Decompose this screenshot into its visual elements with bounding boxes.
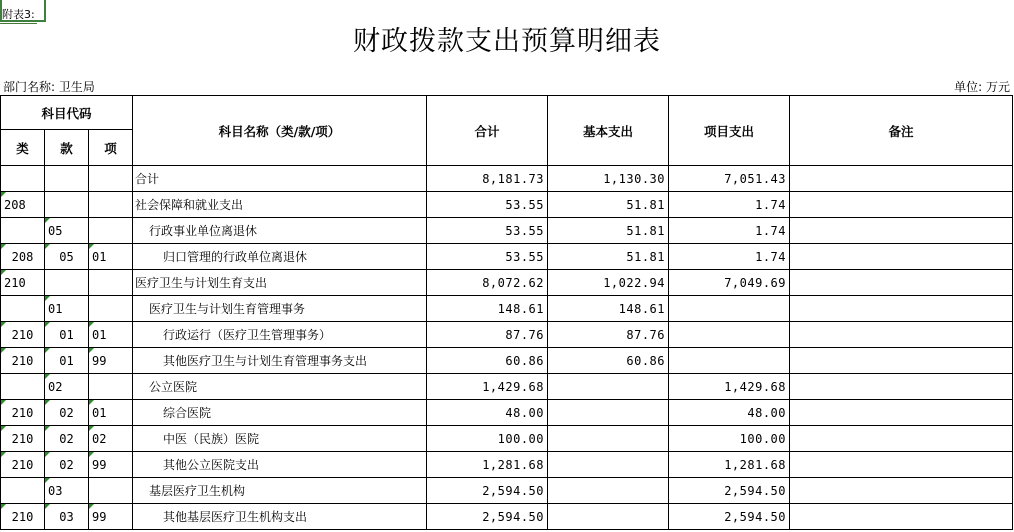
cell-remark[interactable] (790, 504, 1013, 530)
cell-remark[interactable] (790, 322, 1013, 348)
cell-remark[interactable] (790, 374, 1013, 400)
page-title[interactable]: 财政拨款支出预算明细表 (353, 26, 661, 57)
cell-project[interactable]: 2,594.50 (669, 478, 790, 504)
cell-lei[interactable] (1, 296, 45, 322)
cell-lei[interactable]: 208 (1, 244, 45, 270)
cell-kuan[interactable]: 03 (45, 478, 89, 504)
cell-project[interactable]: 2,594.50 (669, 504, 790, 530)
cell-lei[interactable]: 210 (1, 452, 45, 478)
cell-remark[interactable] (790, 166, 1013, 192)
table-row (1, 192, 1013, 218)
cell-basic[interactable]: 51.81 (548, 244, 669, 270)
cell-basic[interactable]: 51.81 (548, 218, 669, 244)
cell-subject-name[interactable]: 基层医疗卫生机构 (133, 478, 427, 504)
cell-kuan[interactable]: 01 (45, 296, 89, 322)
cell-lei[interactable]: 210 (1, 322, 45, 348)
cell-project[interactable]: 100.00 (669, 426, 790, 452)
cell-basic[interactable]: 60.86 (548, 348, 669, 374)
cell-project[interactable]: 1,281.68 (669, 452, 790, 478)
cell-total[interactable]: 148.61 (427, 296, 548, 322)
cell-total[interactable]: 60.86 (427, 348, 548, 374)
cell-xiang[interactable] (89, 166, 133, 192)
header-kuan[interactable]: 款 (45, 130, 89, 166)
table-row (1, 426, 1013, 452)
cell-lei[interactable]: 208 (1, 192, 45, 218)
table-row (1, 348, 1013, 374)
cell-lei[interactable] (1, 218, 45, 244)
cell-kuan[interactable]: 02 (45, 374, 89, 400)
cell-subject-name[interactable]: 中医（民族）医院 (133, 426, 427, 452)
cell-subject-name[interactable]: 归口管理的行政单位离退休 (133, 244, 427, 270)
cell-xiang[interactable]: 99 (89, 504, 133, 530)
cell-xiang[interactable] (89, 218, 133, 244)
cell-subject-name[interactable]: 社会保障和就业支出 (133, 192, 427, 218)
cell-project[interactable] (669, 348, 790, 374)
cell-kuan[interactable]: 02 (45, 426, 89, 452)
cell-subject-name[interactable]: 其他基层医疗卫生机构支出 (133, 504, 427, 530)
cell-project[interactable]: 1.74 (669, 244, 790, 270)
cell-total[interactable]: 8,181.73 (427, 166, 548, 192)
attachment-label[interactable]: 附表3: (0, 8, 37, 24)
header-project[interactable]: 项目支出 (669, 96, 790, 166)
budget-table (0, 95, 1013, 530)
cell-basic[interactable] (548, 478, 669, 504)
cell-xiang[interactable] (89, 374, 133, 400)
cell-kuan[interactable] (45, 192, 89, 218)
cell-project[interactable]: 1.74 (669, 218, 790, 244)
cell-remark[interactable] (790, 192, 1013, 218)
cell-kuan[interactable]: 01 (45, 348, 89, 374)
cell-lei[interactable]: 210 (1, 348, 45, 374)
cell-subject-name[interactable]: 其他公立医院支出 (133, 452, 427, 478)
header-basic[interactable]: 基本支出 (548, 96, 669, 166)
table-row (1, 452, 1013, 478)
header-xiang[interactable]: 项 (89, 130, 133, 166)
cell-lei[interactable] (1, 374, 45, 400)
cell-lei[interactable]: 210 (1, 504, 45, 530)
cell-total[interactable]: 53.55 (427, 218, 548, 244)
cell-kuan[interactable]: 01 (45, 322, 89, 348)
cell-basic[interactable] (548, 400, 669, 426)
header-subject-code[interactable]: 科目代码 (1, 96, 133, 130)
cell-total[interactable]: 100.00 (427, 426, 548, 452)
cell-subject-name[interactable]: 综合医院 (133, 400, 427, 426)
table-row (1, 322, 1013, 348)
cell-subject-name[interactable]: 医疗卫生与计划生育管理事务 (133, 296, 427, 322)
table-row (1, 244, 1013, 270)
cell-basic[interactable]: 148.61 (548, 296, 669, 322)
cell-remark[interactable] (790, 400, 1013, 426)
cell-remark[interactable] (790, 452, 1013, 478)
cell-kuan[interactable] (45, 166, 89, 192)
cell-kuan[interactable] (45, 270, 89, 296)
cell-lei[interactable]: 210 (1, 400, 45, 426)
cell-subject-name[interactable]: 其他医疗卫生与计划生育管理事务支出 (133, 348, 427, 374)
cell-kuan[interactable]: 05 (45, 244, 89, 270)
cell-lei[interactable]: 210 (1, 426, 45, 452)
cell-xiang[interactable]: 01 (89, 244, 133, 270)
table-body (1, 166, 1013, 530)
cell-lei[interactable] (1, 478, 45, 504)
cell-kuan[interactable]: 05 (45, 218, 89, 244)
cell-xiang[interactable] (89, 478, 133, 504)
cell-remark[interactable] (790, 426, 1013, 452)
cell-remark[interactable] (790, 270, 1013, 296)
cell-xiang[interactable]: 99 (89, 452, 133, 478)
cell-remark[interactable] (790, 296, 1013, 322)
cell-subject-name[interactable]: 行政运行（医疗卫生管理事务） (133, 322, 427, 348)
cell-basic[interactable] (548, 452, 669, 478)
cell-total[interactable]: 2,594.50 (427, 478, 548, 504)
table-row (1, 296, 1013, 322)
cell-lei[interactable]: 210 (1, 270, 45, 296)
cell-total[interactable]: 8,072.62 (427, 270, 548, 296)
cell-project[interactable]: 7,051.43 (669, 166, 790, 192)
cell-xiang[interactable]: 99 (89, 348, 133, 374)
cell-xiang[interactable]: 01 (89, 400, 133, 426)
cell-basic[interactable] (548, 374, 669, 400)
cell-xiang[interactable] (89, 270, 133, 296)
header-subject-name[interactable]: 科目名称（类/款/项） (133, 96, 427, 166)
table-row (1, 374, 1013, 400)
cell-lei[interactable] (1, 166, 45, 192)
cell-project[interactable]: 1.74 (669, 192, 790, 218)
cell-project[interactable]: 1,429.68 (669, 374, 790, 400)
cell-xiang[interactable]: 01 (89, 322, 133, 348)
cell-remark[interactable] (790, 478, 1013, 504)
cell-remark[interactable] (790, 218, 1013, 244)
cell-kuan[interactable]: 02 (45, 400, 89, 426)
table-row (1, 218, 1013, 244)
cell-total[interactable]: 53.55 (427, 244, 548, 270)
cell-project[interactable]: 48.00 (669, 400, 790, 426)
cell-remark[interactable] (790, 348, 1013, 374)
cell-basic[interactable]: 1,130.30 (548, 166, 669, 192)
cell-remark[interactable] (790, 244, 1013, 270)
table-row (1, 270, 1013, 296)
cell-project[interactable] (669, 296, 790, 322)
cell-total[interactable]: 1,429.68 (427, 374, 548, 400)
unit-label[interactable]: 单位: 万元 (954, 80, 1010, 94)
header-total[interactable]: 合计 (427, 96, 548, 166)
cell-project[interactable] (669, 322, 790, 348)
header-remark[interactable]: 备注 (790, 96, 1013, 166)
header-lei[interactable]: 类 (1, 130, 45, 166)
cell-kuan[interactable]: 02 (45, 452, 89, 478)
cell-total[interactable]: 53.55 (427, 192, 548, 218)
cell-total[interactable]: 2,594.50 (427, 504, 548, 530)
cell-subject-name[interactable]: 行政事业单位离退休 (133, 218, 427, 244)
table-row (1, 478, 1013, 504)
cell-subject-name[interactable]: 公立医院 (133, 374, 427, 400)
cell-total[interactable]: 87.76 (427, 322, 548, 348)
cell-basic[interactable] (548, 426, 669, 452)
cell-basic[interactable]: 1,022.94 (548, 270, 669, 296)
cell-project[interactable]: 7,049.69 (669, 270, 790, 296)
table-row (1, 400, 1013, 426)
cell-total[interactable]: 1,281.68 (427, 452, 548, 478)
cell-kuan[interactable]: 03 (45, 504, 89, 530)
cell-basic[interactable]: 87.76 (548, 322, 669, 348)
cell-basic[interactable] (548, 504, 669, 530)
cell-xiang[interactable]: 02 (89, 426, 133, 452)
cell-subject-name[interactable]: 医疗卫生与计划生育支出 (133, 270, 427, 296)
table-row (1, 504, 1013, 530)
cell-basic[interactable]: 51.81 (548, 192, 669, 218)
department-label[interactable]: 部门名称: 卫生局 (3, 80, 95, 94)
cell-xiang[interactable] (89, 192, 133, 218)
cell-total[interactable]: 48.00 (427, 400, 548, 426)
cell-xiang[interactable] (89, 296, 133, 322)
table-row (1, 166, 1013, 192)
cell-subject-name[interactable]: 合计 (133, 166, 427, 192)
